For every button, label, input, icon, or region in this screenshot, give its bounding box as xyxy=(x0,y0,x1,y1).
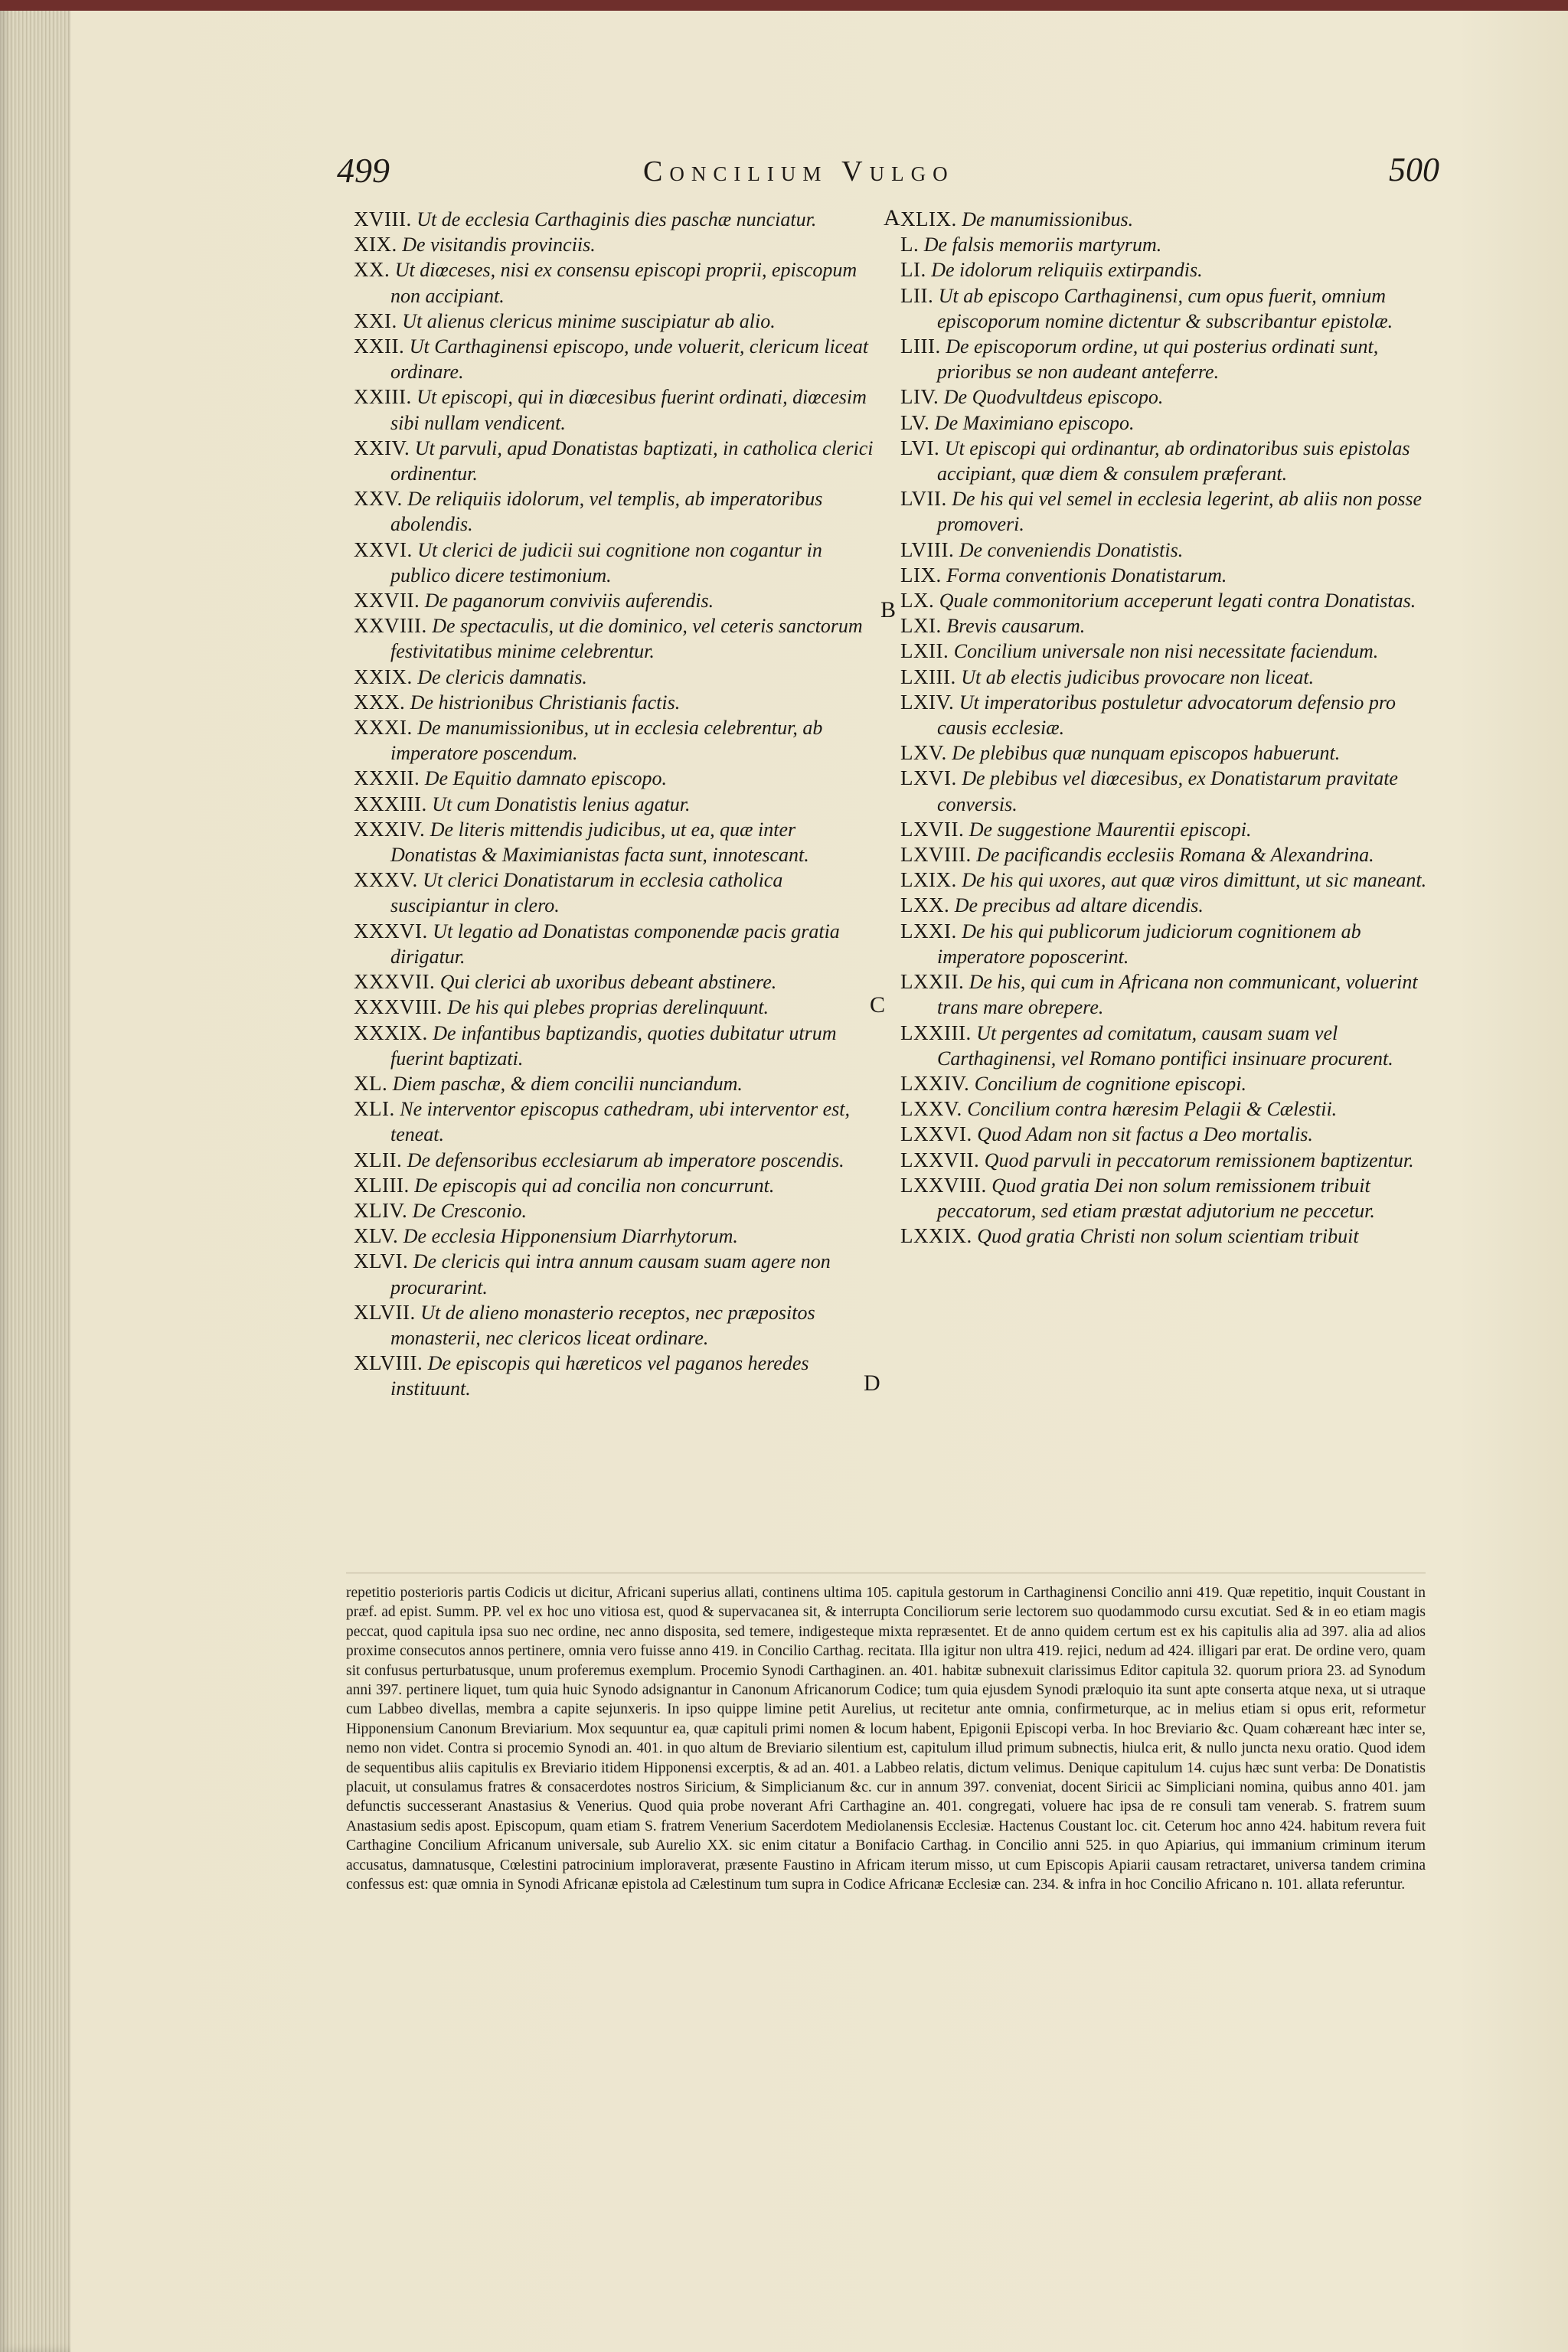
chapter-number: XLIII. xyxy=(354,1173,410,1197)
chapter-number: LXXVII. xyxy=(900,1148,980,1171)
right-column-entry xyxy=(900,588,1436,613)
left-column-entry xyxy=(354,715,874,766)
chapter-number: LXII. xyxy=(900,639,949,663)
chapter-number: XXX. xyxy=(354,690,406,714)
left-column-entry xyxy=(354,384,874,435)
chapter-title: De infantibus baptizandis, quoties dubitatur utrum fuerint baptizati. xyxy=(390,1021,837,1070)
chapter-title: De idolorum reliquiis extirpandis. xyxy=(931,259,1203,282)
chapter-title: De reliquiis idolorum, vel templis, ab imperatoribus abolendis. xyxy=(390,488,823,536)
right-column-entry xyxy=(900,1021,1436,1071)
chapter-title: De clericis qui intra annum causam suam agere non procurarint. xyxy=(390,1250,831,1298)
left-column-entry xyxy=(354,867,874,918)
chapter-number: LXXV. xyxy=(900,1097,962,1121)
right-column-entry xyxy=(900,1223,1436,1249)
chapter-number: XL. xyxy=(354,1071,388,1095)
chapter-title: Qui clerici ab uxoribus debeant abstinere. xyxy=(439,971,777,994)
chapter-number: XXXV. xyxy=(354,868,418,892)
chapter-number: XIX. xyxy=(354,233,397,256)
chapter-number: LIX. xyxy=(900,563,942,586)
chapter-title: Ut clerici Donatistarum in ecclesia catholica suscipiantur in clero. xyxy=(390,869,783,917)
chapter-number: LXVI. xyxy=(900,766,957,790)
chapter-title: De his qui vel semel in ecclesia legerint, ab aliis non posse promoveri. xyxy=(937,488,1423,536)
chapter-title: De his, qui cum in Africana non communicant, voluerint trans mare obrepere. xyxy=(937,971,1418,1019)
left-column-entry xyxy=(354,1021,874,1071)
right-column-entry xyxy=(900,613,1436,639)
chapter-title: De Equitio damnato episcopo. xyxy=(424,767,668,790)
right-column-entry xyxy=(900,740,1436,766)
right-column-entry xyxy=(900,563,1436,588)
chapter-number: LXXI. xyxy=(900,919,957,942)
chapter-number: XXVI. xyxy=(354,537,413,561)
chapter-title: Ut de alieno monasterio receptos, nec præpositos monasterii, nec clericos liceat ordinare. xyxy=(390,1301,815,1349)
page-number-right: 500 xyxy=(1389,151,1439,188)
chapter-number: XXXIV. xyxy=(354,817,426,841)
right-column-entry xyxy=(900,867,1436,893)
chapter-number: XLV. xyxy=(354,1224,399,1248)
chapter-number: XXXII. xyxy=(354,766,420,790)
right-column-entry xyxy=(900,690,1436,740)
chapter-number: XLI. xyxy=(354,1097,395,1121)
chapter-title: Ut imperatoribus postuletur advocatorum defensio pro causis ecclesiæ. xyxy=(937,691,1396,740)
chapter-title: De episcopis qui hæreticos vel paganos heredes instituunt. xyxy=(390,1352,809,1400)
chapter-title: De conveniendis Donatistis. xyxy=(959,538,1184,561)
running-title: Concilium Vulgo xyxy=(643,155,955,188)
chapter-number: XLII. xyxy=(354,1148,403,1171)
right-column-entry xyxy=(900,817,1436,842)
left-column-entry xyxy=(354,1223,874,1249)
chapter-title: De his qui uxores, aut quæ viros dimittunt, ut sic maneant. xyxy=(962,869,1427,892)
right-column-entry xyxy=(900,1148,1436,1173)
chapter-title: De Quodvultdeus episcopo. xyxy=(943,386,1164,409)
chapter-title: Brevis causarum. xyxy=(946,615,1086,638)
left-column-entry xyxy=(354,588,874,613)
chapter-number: LVI. xyxy=(900,436,940,459)
chapter-number: LII. xyxy=(900,283,934,307)
chapter-number: LXXVIII. xyxy=(900,1173,987,1197)
right-column-entry xyxy=(900,334,1436,384)
chapter-number: LXV. xyxy=(900,741,947,765)
chapter-number: LXI. xyxy=(900,614,942,638)
left-column-entry xyxy=(354,1249,874,1299)
chapter-number: LVIII. xyxy=(900,537,955,561)
chapter-title: De plebibus quæ nunquam episcopos habuerunt. xyxy=(952,742,1341,765)
chapter-title: De histrionibus Christianis factis. xyxy=(410,691,681,714)
left-column-entry xyxy=(354,919,874,969)
left-column-entry xyxy=(354,613,874,664)
right-column-entry xyxy=(900,766,1436,816)
chapter-number: XXXVII. xyxy=(354,970,436,994)
chapter-title: De his qui plebes proprias derelinquunt. xyxy=(447,996,769,1019)
chapter-title: De defensoribus ecclesiarum ab imperatore poscendis. xyxy=(407,1148,844,1171)
right-column-entry xyxy=(900,232,1436,257)
left-column-entry xyxy=(354,690,874,715)
chapter-title: Ut ab electis judicibus provocare non liceat. xyxy=(961,665,1315,688)
right-column-entry xyxy=(900,665,1436,690)
left-column-entry xyxy=(354,537,874,588)
left-column-entry xyxy=(354,207,874,232)
chapter-number: XXIX. xyxy=(354,665,413,688)
chapter-title: Quod gratia Dei non solum remissionem tribuit peccatorum, sed etiam præstat adjutorium ne peccetur. xyxy=(937,1174,1375,1222)
left-column-entry xyxy=(354,817,874,867)
chapter-number: LXIX. xyxy=(900,868,957,892)
chapter-title: De plebibus vel diœcesibus, ex Donatistarum pravitate conversis. xyxy=(937,767,1398,815)
chapter-number: LV. xyxy=(900,410,930,434)
left-column-entry xyxy=(354,766,874,791)
left-column-entry xyxy=(354,665,874,690)
chapter-number: XLVI. xyxy=(354,1250,409,1273)
chapter-number: LXXIII. xyxy=(900,1021,972,1044)
chapter-number: XXI. xyxy=(354,309,397,332)
chapter-title: De suggestione Maurentii episcopi. xyxy=(969,818,1252,841)
right-column-entry xyxy=(900,1173,1436,1223)
chapter-number: LXIII. xyxy=(900,665,956,688)
right-column-entry xyxy=(900,1122,1436,1147)
margin-letter-c: C xyxy=(870,992,886,1018)
chapter-title: Ut legatio ad Donatistas componendæ pacis gratia dirigatur. xyxy=(390,920,840,968)
left-column-entry xyxy=(354,436,874,486)
chapter-number: LVII. xyxy=(900,487,947,511)
chapter-number: XXIII. xyxy=(354,385,412,409)
left-column-entry xyxy=(354,1300,874,1351)
chapter-title: De manumissionibus, ut in ecclesia celebrentur, ab imperatore poscendum. xyxy=(390,717,823,765)
chapter-number: XVIII. xyxy=(354,207,412,230)
left-column-entry xyxy=(354,486,874,537)
chapter-title: Ut episcopi, qui in diœcesibus fuerint ordinati, diœcesim sibi nullam vendicent. xyxy=(390,386,867,434)
right-column-entry xyxy=(900,537,1436,563)
chapter-title: De literis mittendis judicibus, ut ea, quæ inter Donatistas & Maximianistas facta sunt, innotescant. xyxy=(390,818,809,867)
chapter-title: De falsis memoriis martyrum. xyxy=(923,234,1162,256)
right-column-entry xyxy=(900,1096,1436,1122)
left-column-entry xyxy=(354,309,874,334)
chapter-title: Ut cum Donatistis lenius agatur. xyxy=(432,792,691,815)
right-column-entry xyxy=(900,893,1436,918)
chapter-number: LXX. xyxy=(900,893,950,917)
right-column-entry xyxy=(900,410,1436,436)
chapter-title: De episcoporum ordine, ut qui posterius ordinati sunt, prioribus se non audeant anteferre. xyxy=(937,335,1379,384)
chapter-number: LIV. xyxy=(900,385,939,409)
margin-letter-a: A xyxy=(884,205,900,230)
chapter-number: LXVII. xyxy=(900,817,965,841)
right-column-entry xyxy=(900,486,1436,537)
right-column-entry xyxy=(900,257,1436,283)
chapter-number: XX. xyxy=(354,258,390,282)
chapter-number: XXXVI. xyxy=(354,919,428,942)
chapter-title: Quod gratia Christi non solum scientiam tribuit xyxy=(977,1225,1359,1248)
margin-letter-d: D xyxy=(864,1370,880,1396)
chapter-title: Concilium de cognitione episcopi. xyxy=(974,1072,1247,1095)
right-column-entry xyxy=(900,283,1436,334)
chapter-title: Ut de ecclesia Carthaginis dies paschæ nunciatur. xyxy=(416,208,817,230)
chapter-title: De Maximiano episcopo. xyxy=(934,411,1135,434)
right-column-entry xyxy=(900,1071,1436,1096)
right-column-entry xyxy=(900,436,1436,486)
right-column-entry xyxy=(900,919,1436,969)
chapter-title: Concilium universale non nisi necessitate faciendum. xyxy=(953,640,1379,663)
left-column-entry xyxy=(354,1096,874,1147)
chapter-title: Forma conventionis Donatistarum. xyxy=(946,564,1227,586)
chapter-title: Quale commonitorium acceperunt legati contra Donatistas. xyxy=(939,590,1416,612)
chapter-title: De precibus ad altare dicendis. xyxy=(954,894,1204,917)
left-column-entry xyxy=(354,334,874,384)
left-column-entry xyxy=(354,969,874,995)
margin-letter-b: B xyxy=(880,597,897,622)
right-column-entry xyxy=(900,639,1436,664)
chapter-number: LIII. xyxy=(900,335,941,358)
chapter-number: XXXIII. xyxy=(354,792,427,815)
running-header xyxy=(337,150,1439,204)
chapter-number: LX. xyxy=(900,589,935,612)
chapter-number: XXV. xyxy=(354,487,403,511)
chapter-number: XXXVIII. xyxy=(354,995,443,1019)
left-column-entry xyxy=(354,1173,874,1198)
chapter-title: De paganorum conviviis auferendis. xyxy=(424,590,714,612)
left-column-entry xyxy=(354,995,874,1020)
chapter-number: LXXIV. xyxy=(900,1071,970,1095)
binding-edge xyxy=(0,0,1568,11)
chapter-number: LXXIX. xyxy=(900,1224,972,1248)
left-column-entry xyxy=(354,232,874,257)
chapter-title: De clericis damnatis. xyxy=(417,665,587,688)
left-column-entry xyxy=(354,1148,874,1173)
chapter-title: Ut pergentes ad comitatum, causam suam vel Carthaginensi, vel Romano pontifici insinuare procurent. xyxy=(937,1021,1393,1070)
chapter-number: XXXIX. xyxy=(354,1021,428,1044)
chapter-title: De spectaculis, ut die dominico, vel ceteris sanctorum festivitatibus minime celebrentur. xyxy=(390,615,863,663)
chapter-title: De visitandis provinciis. xyxy=(402,234,596,256)
page-fore-edge xyxy=(0,0,70,2352)
chapter-number: XXXI. xyxy=(354,716,413,740)
chapter-number: XXIV. xyxy=(354,436,410,459)
chapter-number: XLIV. xyxy=(354,1198,408,1222)
left-column-entry xyxy=(354,1198,874,1223)
right-column-entry xyxy=(900,969,1436,1020)
right-column-entry xyxy=(900,207,1436,232)
chapter-title: Diem paschæ, & diem concilii nunciandum. xyxy=(392,1072,743,1095)
chapter-number: LXXII. xyxy=(900,970,965,994)
chapter-title: Ut alienus clericus minime suscipiatur ab alio. xyxy=(402,309,776,332)
chapter-number: LI. xyxy=(900,258,926,282)
chapter-title: Ne interventor episcopus cathedram, ubi interventor est, teneat. xyxy=(390,1098,851,1146)
right-column-chapter-list xyxy=(900,207,1436,1249)
chapter-title: Ut clerici de judicii sui cognitione non cogantur in publico dicere testimonium. xyxy=(390,538,822,586)
chapter-title: De episcopis qui ad concilia non concurrunt. xyxy=(414,1174,775,1197)
chapter-number: LXIV. xyxy=(900,690,955,714)
chapter-title: De pacificandis ecclesiis Romana & Alexandrina. xyxy=(976,844,1374,867)
chapter-title: De manumissionibus. xyxy=(962,208,1134,230)
left-column-entry xyxy=(354,1071,874,1096)
footnote-commentary: repetitio posterioris partis Codicis ut dicitur, Africani superius allati, continens ultima 105. capitula gestorum in Carthaginensi Concilio anni 419. Quæ repetitio, inquit Coustant in præf. ad epist. Summ. PP. vel ex hoc uno vitiosa est, quod & supervacanea sit, & interrupta Conciliorum serie lectorem suo quodammodo cursu excutiat. Sed & in eo etiam magis peccat, quod capitula ipsa suo nec ordine, nec anno disposita, sed temere, indigesteque mixta repræsentet. Et de anno quidem certum est ex his capitulis alia ad 397. alia ad alios proxime consecutos annos pertinere, omnia vero fuisse anno 419. in Concilio Carthag. recitata. Illa igitur non ultra 419. rejici, nedum ad 424. illigari par erat. De ordine vero, quam sit confusus perturbatusque, unum proferemus exemplum. Procemio Synodi Carthaginen. an. 401. habitæ subnexuit clarissimus Editor capitula 32. quorum priora 23. ad Synodum anni 397. pertinere liquet, tum quia huic Synodo adsignantur in Canonum Africanorum Codice; tum quia ejusdem Synodi præloquio ita sunt apte conserta atque nexa, ut si utraque cum Labbeo divellas, membra a capite sejunxeris. In ipso quippe limine petit Aurelius, ut recitetur ante omnia, confirmeturque, ac in melius etiam si opus erit, reformetur Hipponensium Canonum Breviarium. Mox sequuntur ea, quæ capituli primi nomen & locum habent, Epigonii Episcopi verba. In hoc Breviario &c. Quam cohæreant hæc inter se, nemo non videt. Contra si procemio Synodi an. 401. in quo altum de Breviario silentium est, capitulum illud primum subnectis, hiulca erit, & nullo juncta nexu oratio. Quod idem de sequentibus aliis capitulis ex Breviario itidem Hipponensi excerptis, & ad an. 401. a Labbeo relatis, dictum velimus. Denique capitulum 14. cujus hæc sunt verba: De Donatistis placuit, ut consulamus fratres & consacerdotes nostros Siricium, & Simplicianum &c. cur in annum 397. conveniat, docent Siricii ac Simpliciani nomina, quibus anno 401. jam defunctis successerant Anastasius & Venerius. Quod quia probe noverant Afri Carthagine an. 401. congregati, voluere hac ipsa de re consuli tam venerab. S. fratrem suum Anastasium sedis apost. Episcopum, quam etiam S. fratrem Venerium Sacerdotem Mediolanensis Ecclesiæ. Hactenus Coustant loc. cit. Ceterum hoc anno 424. habitum revera fuit Carthagine Concilium Africanum universale, sub Aurelio XX. sic enim citatur a Bonifacio Carthag. in Concilio anni 525. in quo Apiarius, qui immanium criminum iterum accusatus, damnatusque, Cœlestini patrocinium imploraverat, præsente Faustino in Africam iterum misso, ut cum Episcopis Apiarii causam retractaret, universa tandem crimina confessus est: quæ omnia in Synodi Africanæ epistola ad Cælestinum tum supra in Codice Africanæ Ecclesiæ can. 234. & infra in hoc Concilio Africano n. 101. allata referuntur. xyxy=(346,1585,1426,1893)
chapter-number: XXVII. xyxy=(354,589,420,612)
left-column-entry xyxy=(354,257,874,308)
chapter-title: De Cresconio. xyxy=(412,1199,527,1222)
chapter-title: Ut episcopi qui ordinantur, ab ordinatoribus suis epistolas accipiant, quæ diem & consulem præferant. xyxy=(937,436,1410,485)
chapter-title: Concilium contra hæresim Pelagii & Cælestii. xyxy=(967,1098,1338,1121)
chapter-number: XLVII. xyxy=(354,1300,416,1324)
chapter-title: De ecclesia Hipponensium Diarrhytorum. xyxy=(403,1225,738,1248)
chapter-number: XXII. xyxy=(354,335,405,358)
chapter-number: L. xyxy=(900,233,920,256)
right-column-entry xyxy=(900,842,1436,867)
chapter-number: XLVIII. xyxy=(354,1351,423,1375)
chapter-number: XXVIII. xyxy=(354,614,427,638)
chapter-number: LXXVI. xyxy=(900,1122,972,1146)
chapter-number: XLIX. xyxy=(900,207,957,230)
chapter-title: De his qui publicorum judiciorum cognitionem ab imperatore poposcerint. xyxy=(937,920,1361,968)
page-number-left: 499 xyxy=(337,151,390,190)
chapter-title: Quod parvuli in peccatorum remissionem baptizentur. xyxy=(984,1148,1414,1171)
chapter-title: Ut parvuli, apud Donatistas baptizati, in catholica clerici ordinentur. xyxy=(390,436,874,485)
chapter-title: Ut Carthaginensi episcopo, unde voluerit, clericum liceat ordinare. xyxy=(390,335,869,384)
chapter-title: Ut ab episcopo Carthaginensi, cum opus fuerit, omnium episcoporum nomine dictentur & subscribantur epistolæ. xyxy=(937,284,1393,332)
chapter-number: LXVIII. xyxy=(900,843,972,867)
left-column-chapter-list xyxy=(354,207,874,1402)
left-column-entry xyxy=(354,1351,874,1401)
right-column-entry xyxy=(900,384,1436,410)
left-column-entry xyxy=(354,792,874,817)
chapter-title: Ut diœceses, nisi ex consensu episcopi proprii, episcopum non accipiant. xyxy=(390,259,858,307)
chapter-title: Quod Adam non sit factus a Deo mortalis. xyxy=(977,1123,1313,1146)
